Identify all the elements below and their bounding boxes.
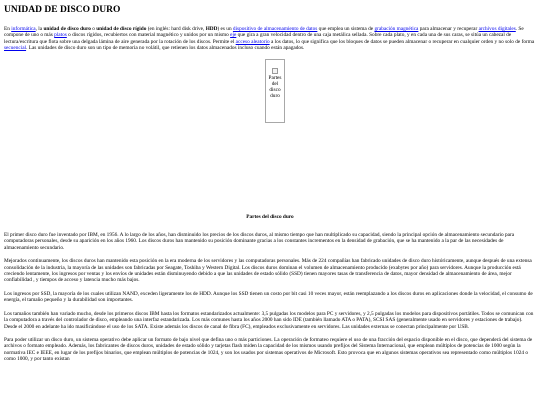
- body-paragraph: Los ingresos por SSD, la mayoría de los cuales utilizan NAND, exceden ligeramente los de HDD. Aunque los SSD tienen un costo por bit casi 10 veces mayor, están reemplazando a los discos duros en aplicaciones donde la velocidad, el consumo de energía, el tamaño pequeño y la durabilidad son importantes.: [4, 290, 533, 304]
- link-grabacion-magnetica[interactable]: grabación magnética: [374, 26, 419, 32]
- link-secuencial[interactable]: secuencial: [4, 45, 27, 52]
- intro-bold-term: unidad de disco duro: [43, 26, 91, 32]
- image-alt-text: Partes del disco duro: [268, 74, 282, 99]
- body-paragraph: El primer disco duro fue inventado por IBM, en 1956. A lo largo de los años, han disminuido los precios de los discos duros, al mismo tiempo que han multiplicado su capacidad, siendo la principal opción de almacenamiento secundario para computadoras personales, desde su aparición en los años 1960. Los discos duros han mantenido su posición dominante gracias a los constantes incrementos en la densidad de grabación, que se ha mantenido a la par de las necesidades de almacenamiento secundario.: [4, 232, 515, 251]
- link-informatica[interactable]: informática: [11, 26, 36, 32]
- figure-spacer: [4, 123, 536, 214]
- intro-text: que gira a gran velocidad dentro de una caja metálica sellada. Sobre cada plato, y en cada una de sus caras, se sitúa un cabezal de lectura/escritura que flota sobre una delgada lámina de aire generada por la rotación de los discos. Permite el: [4, 32, 512, 45]
- intro-text: . Las unidades de disco duro son un tipo de memoria no volátil, que retienen los datos almacenados incluso cuando están apagados.: [26, 45, 305, 52]
- intro-text: que emplea un sistema de: [317, 26, 375, 32]
- link-archivos-digitales[interactable]: archivos digitales: [478, 26, 516, 32]
- intro-bold-term: unidad de disco rígido: [96, 26, 147, 32]
- intro-text: para almacenar y recuperar: [418, 26, 479, 32]
- intro-text: ) es un: [217, 26, 233, 32]
- intro-text: . Se compone de uno o más: [4, 26, 524, 39]
- intro-paragraph: [4, 26, 536, 52]
- link-eje[interactable]: eje: [230, 32, 237, 39]
- figure-caption: Partes del disco duro: [246, 213, 294, 220]
- intro-text: a los datos, lo que significa que los bloques de datos se pueden almacenar o recuperar en cualquier orden y no solo de forma: [269, 38, 535, 45]
- link-platos[interactable]: platos: [54, 32, 67, 39]
- intro-text: o discos rígidos, recubiertos con material magnético y unidos por un mismo: [66, 32, 231, 39]
- broken-image-icon: [272, 68, 278, 74]
- intro-text: (en inglés: hard disk drive,: [146, 26, 206, 32]
- intro-text: o: [90, 26, 97, 32]
- page-title: UNIDAD DE DISCO DURO: [4, 5, 121, 15]
- link-acceso-aleatorio[interactable]: acceso aleatorio: [235, 38, 270, 45]
- body-paragraph: Mejorados continuamente, los discos duros han mantenido esta posición en la era moderna de los servidores y las computadoras personales. Más de 224 compañías han fabricado unidades de disco duro históricamente, aunque después de una extensa consolidación de la industria, la mayoría de las unidades son fabricadas por Seagate, Toshiba y Western Digital. Los discos duros dominan el volumen de almacenamiento producido (exabytes por año) para servidores. Aunque la producción está creciendo lentamente, los ingresos por ventas y los envíos de unidades están disminuyendo debido a que las unidades de estado sólido (SSD) tienen mayores tasas de transferencia de datos, mayor densidad de almacenamiento de área, mejor confiabilidad , y tiempos de acceso y latencia mucho más bajos.: [4, 258, 532, 284]
- link-dispositivo-almacenamiento[interactable]: dispositivo de almacenamiento de datos: [232, 26, 318, 32]
- body-paragraph: Los tamaños también han variado mucho, desde los primeros discos IBM hasta los formatos estandarizados actualmente: 3,5 pulgadas los modelos para PC y servidores, y 2,5 pulgadas los modelos para dispositivos portátiles. Todos se comunican con la computadora a través del controlador de disco, empleando una interfaz estandarizada. Los más comunes hasta los años 2000 han sido IDE (también llamado ATA o PATA), SCSI SAS (generalmente usado en servidores y estaciones de trabajo). Desde el 2000 en adelante ha ido masificándose el uso de los SATA. Existe además los discos de canal de fibra (FC), empleados exclusivamente en servidores. Las unidades externas se conectan principalmente por USB.: [4, 310, 534, 330]
- intro-text: En: [4, 26, 12, 32]
- broken-image-placeholder: [265, 59, 285, 123]
- body-paragraph: Para poder utilizar un disco duro, un sistema operativo debe aplicar un formato de bajo nivel que defina uno o más particiones. La operación de formateo requiere el uso de una fracción del espacio disponible en el disco, que dependerá del sistema de archivos o formato empleado. Además, los fabricantes de discos duros, unidades de estado sólido y tarjetas flash miden la capacidad de los mismos usando prefijos del Sistema Internacional, que emplean múltiplos de potencias de 1000 según la normativa IEC e IEEE, en lugar de los prefijos binarios, que emplean múltiplos de potencias de 1024, y son los usados por sistemas operativos de Microsoft. Esto provoca que en algunos sistemas operativos sea representado como múltiplos 1024 o como 1000, y por tanto existan: [4, 336, 533, 363]
- intro-text: , la: [35, 26, 44, 32]
- intro-bold-term: HDD: [205, 26, 218, 32]
